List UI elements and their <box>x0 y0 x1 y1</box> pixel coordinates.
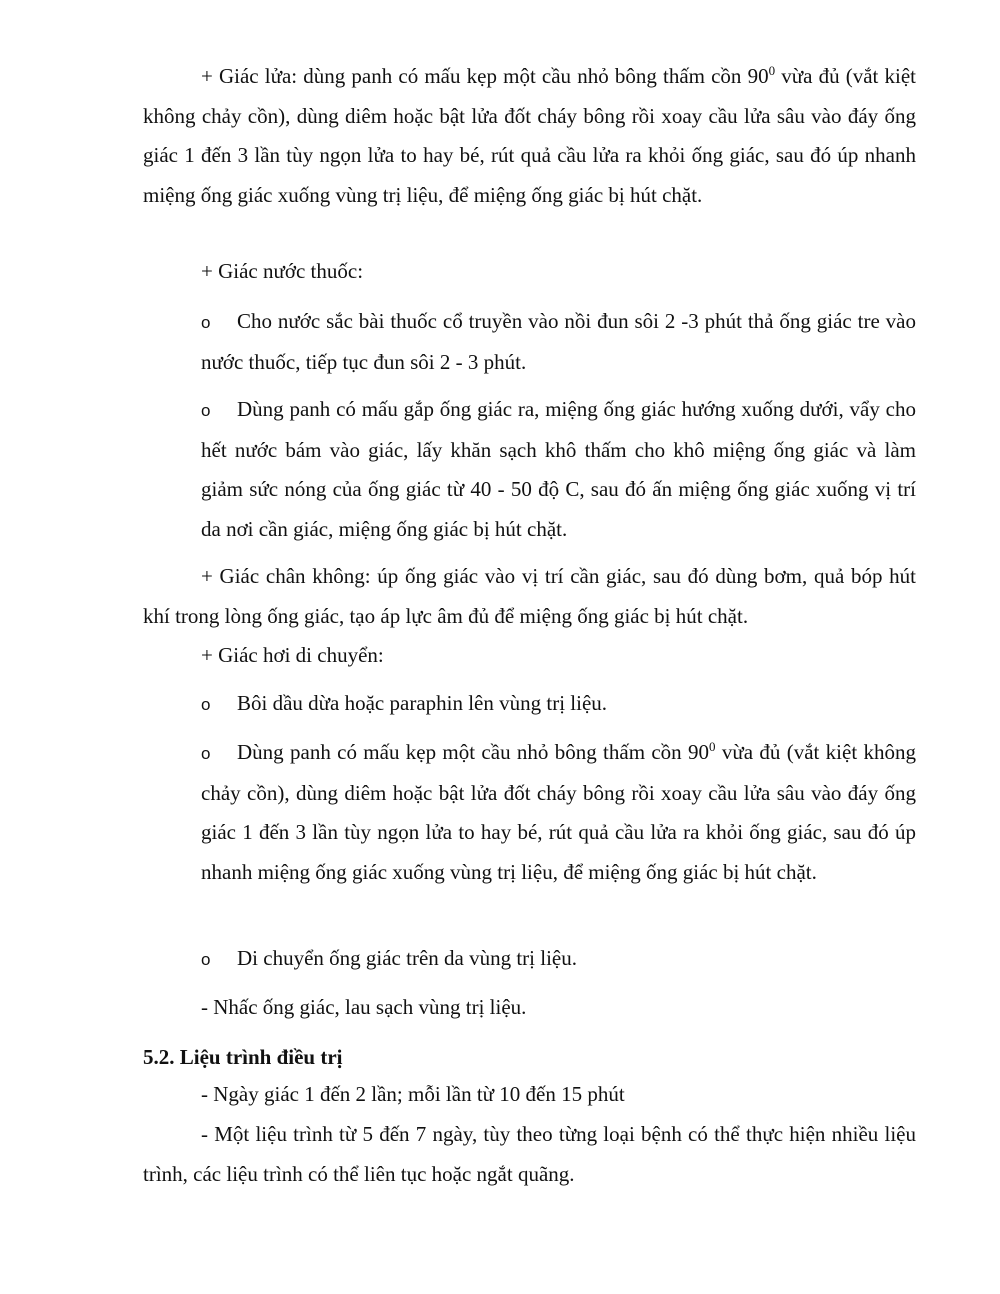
paragraph-text-continued: vừa đủ (vắt kiệt không chảy cồn), dùng diêm hoặc bật lửa đốt cháy bông rồi xoay cầu lửa sâu vào đáy ống giác 1 đến 3 lần tùy ngọn lửa to hay bé, rút quả cầu lửa ra khỏi ống giác, sau đó úp nhanh miệng ống giác xuống vùng trị liệu, để miệng ống giác bị hút chặt. <box>143 64 916 207</box>
paragraph-giac-lua <box>143 57 916 215</box>
bullet-circle-icon: o <box>201 695 211 714</box>
paragraph-nhac-ong-giac <box>143 988 916 1028</box>
bullet-circle-icon: o <box>201 950 211 969</box>
bullet-text: Di chuyển ống giác trên da vùng trị liệu. <box>237 946 577 970</box>
paragraph-lieu-trinh <box>143 1115 916 1194</box>
bullet-item-5 <box>201 939 916 980</box>
bullet-item-1 <box>201 302 916 382</box>
paragraph-text: + Giác lửa: dùng panh có mấu kẹp một cầu nhỏ bông thấm cồn 90 <box>201 64 769 88</box>
paragraph-giac-hoi-di-chuyen <box>143 636 916 676</box>
bullet-text: Bôi dầu dừa hoặc paraphin lên vùng trị liệu. <box>237 691 608 715</box>
bullet-circle-icon: o <box>201 744 211 763</box>
paragraph-text: + Giác hơi di chuyển: <box>201 643 384 667</box>
paragraph-text: + Giác chân không: úp ống giác vào vị trí cần giác, sau đó dùng bơm, quả bóp hút khí trong lòng ống giác, tạo áp lực âm đủ để miệng ống giác bị hút chặt. <box>143 564 916 628</box>
section-heading: 5.2. Liệu trình điều trị <box>143 1045 343 1069</box>
paragraph-giac-nuoc-thuoc <box>143 252 916 292</box>
bullet-text: Dùng panh có mấu gắp ống giác ra, miệng ống giác hướng xuống dưới, vẩy cho hết nước bám vào giác, lấy khăn sạch khô thấm cho khô miệng ống giác và làm giảm sức nóng của ống giác từ 40 - 50 độ C, sau đó ấn miệng ống giác xuống vị trí da nơi cần giác, miệng ống giác bị hút chặt. <box>201 397 916 541</box>
paragraph-text: + Giác nước thuốc: <box>201 259 364 283</box>
paragraph-ngay-giac <box>143 1075 916 1115</box>
bullet-text: Dùng panh có mấu kẹp một cầu nhỏ bông thấm cồn 90 <box>237 740 710 764</box>
bullet-text: Cho nước sắc bài thuốc cổ truyền vào nồi đun sôi 2 -3 phút thả ống giác tre vào nước thuốc, tiếp tục đun sôi 2 - 3 phút. <box>201 309 916 374</box>
bullet-item-4 <box>201 733 916 892</box>
bullet-item-2 <box>201 390 916 549</box>
bullet-circle-icon: o <box>201 401 211 420</box>
bullet-item-3 <box>201 684 916 725</box>
paragraph-text: - Nhấc ống giác, lau sạch vùng trị liệu. <box>201 995 527 1019</box>
paragraph-giac-chan-khong <box>143 557 916 636</box>
degree-superscript: 0 <box>709 739 716 754</box>
bullet-text-continued: vừa đủ (vắt kiệt không chảy cồn), dùng diêm hoặc bật lửa đốt cháy bông rồi xoay cầu lửa sâu vào đáy ống giác 1 đến 3 lần tùy ngọn lửa to hay bé, rút quả cầu lửa ra khỏi ống giác, sau đó úp nhanh miệng ống giác xuống vùng trị liệu, để miệng ống giác bị hút chặt. <box>201 740 916 884</box>
paragraph-text: - Một liệu trình từ 5 đến 7 ngày, tùy theo từng loại bệnh có thể thực hiện nhiều liệu trình, các liệu trình có thể liên tục hoặc ngắt quãng. <box>143 1122 916 1186</box>
paragraph-text: - Ngày giác 1 đến 2 lần; mỗi lần từ 10 đến 15 phút <box>201 1082 625 1106</box>
bullet-circle-icon: o <box>201 313 211 332</box>
degree-superscript: 0 <box>768 63 776 78</box>
